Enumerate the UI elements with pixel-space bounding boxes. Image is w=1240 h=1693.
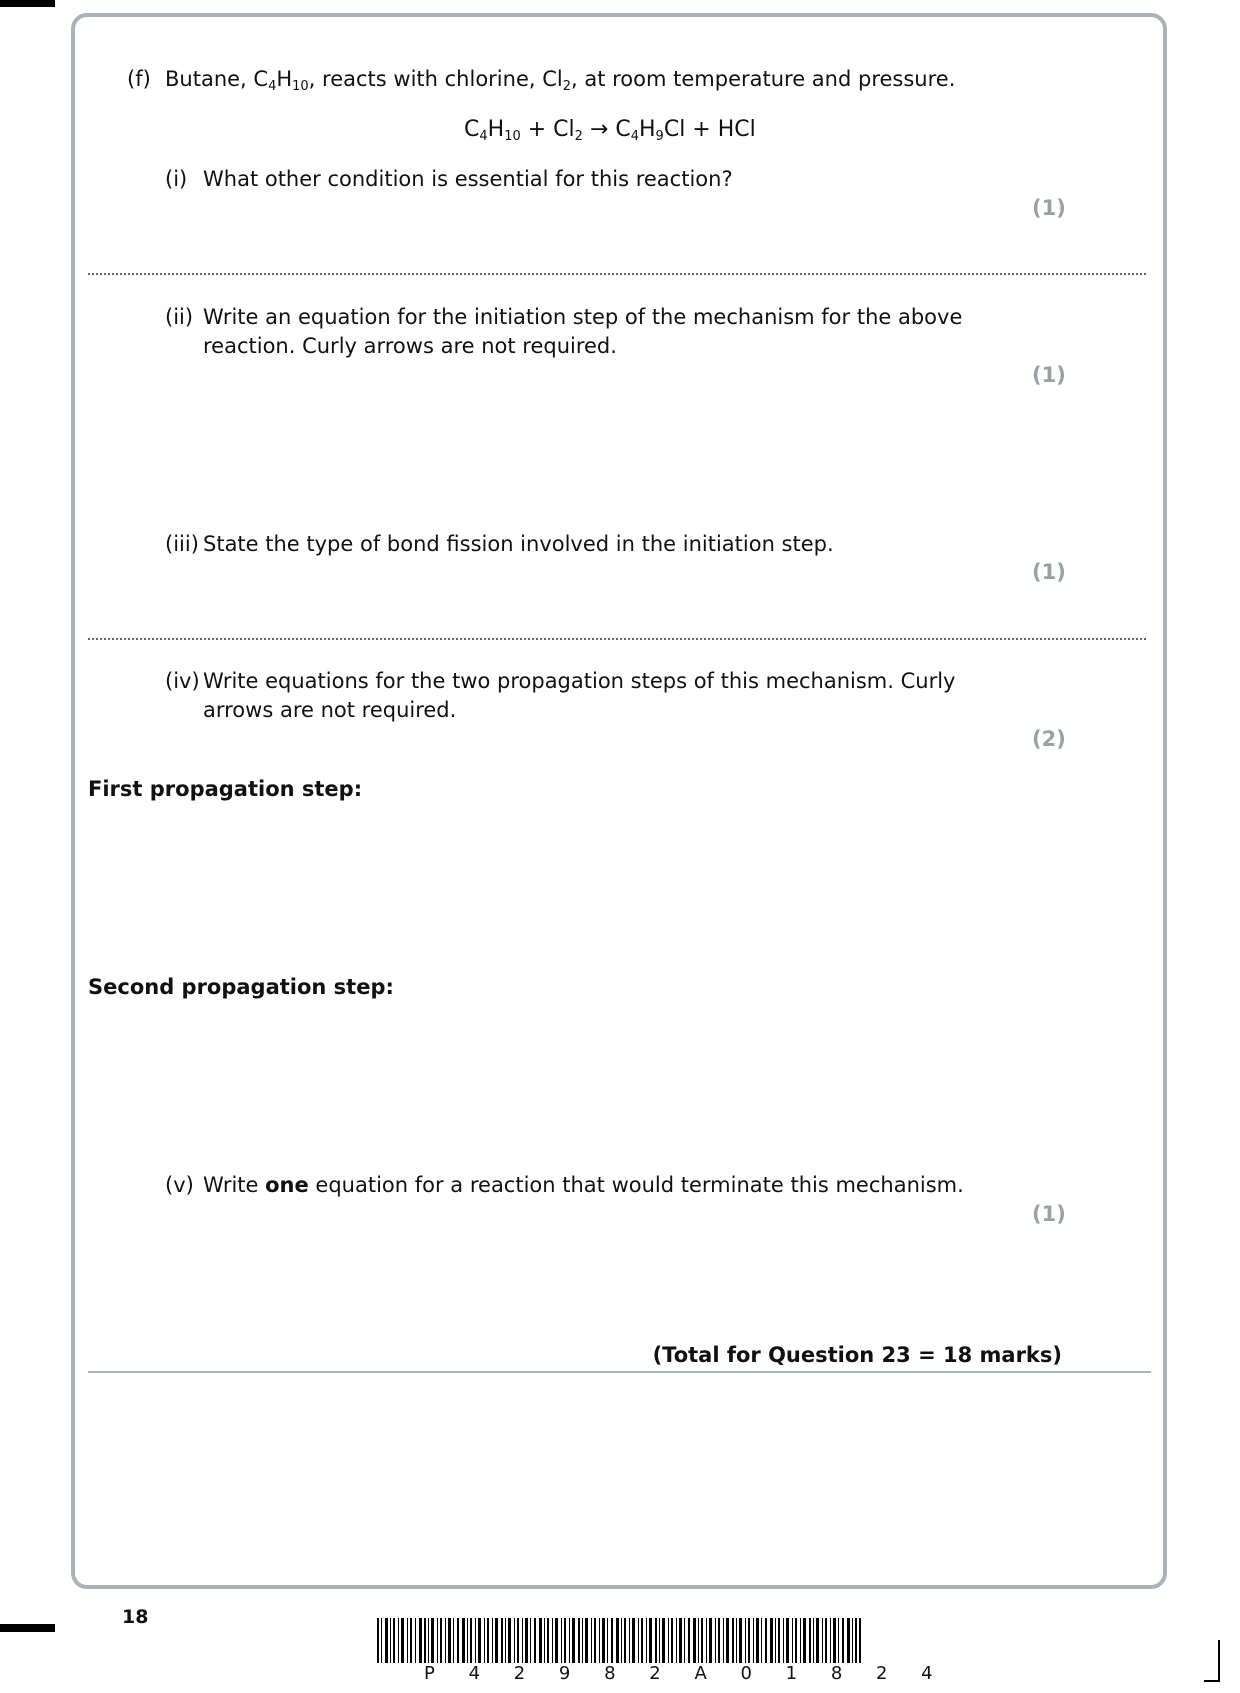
corner-mark-bottom — [0, 1624, 55, 1632]
part-iv-label: (iv) — [165, 669, 200, 693]
corner-mark-right-h — [1204, 1680, 1220, 1682]
question-f-label: (f) — [127, 67, 151, 91]
part-ii-label: (ii) — [165, 305, 194, 329]
part-ii-question-line1: Write an equation for the initiation step of the mechanism for the above — [203, 305, 963, 329]
question-total: (Total for Question 23 = 18 marks) — [652, 1343, 1062, 1367]
first-propagation-step-label: First propagation step: — [88, 777, 363, 801]
total-rule — [88, 1371, 1151, 1373]
second-propagation-step-label: Second propagation step: — [88, 975, 394, 999]
part-ii-question-line2: reaction. Curly arrows are not required. — [203, 334, 617, 358]
answer-line-iii[interactable] — [88, 638, 1146, 640]
part-iii-marks: (1) — [1032, 560, 1066, 584]
barcode — [377, 1618, 861, 1663]
page-number: 18 — [122, 1606, 149, 1628]
part-v-question: Write one equation for a reaction that would terminate this mechanism. — [203, 1173, 964, 1197]
part-iii-label: (iii) — [165, 532, 199, 556]
barcode-digits: P 4 2 9 8 2 A 0 1 8 2 4 — [424, 1663, 947, 1684]
part-v-label: (v) — [165, 1173, 194, 1197]
corner-mark-right — [1218, 1640, 1220, 1680]
part-i-label: (i) — [165, 167, 188, 191]
question-f-intro: Butane, $C_4H_{10}$, reacts with chlorine, $Cl_2$, at room temperature and pressure. — [165, 67, 956, 94]
part-iv-question-line1: Write equations for the two propagation steps of this mechanism. Curly — [203, 669, 956, 693]
part-iv-question-line2: arrows are not required. — [203, 698, 457, 722]
corner-mark-top — [0, 0, 55, 7]
part-v-marks: (1) — [1032, 1202, 1066, 1226]
answer-line-i[interactable] — [88, 273, 1146, 275]
reaction-equation: $C_4H_{10} + Cl_2 \to C_4H_9Cl$ + HCl — [464, 117, 756, 144]
part-i-marks: (1) — [1032, 196, 1066, 220]
part-iv-marks: (2) — [1032, 727, 1066, 751]
part-ii-marks: (1) — [1032, 363, 1066, 387]
part-iii-question: State the type of bond fission involved in the initiation step. — [203, 532, 834, 556]
part-i-question: What other condition is essential for this reaction? — [203, 167, 733, 191]
